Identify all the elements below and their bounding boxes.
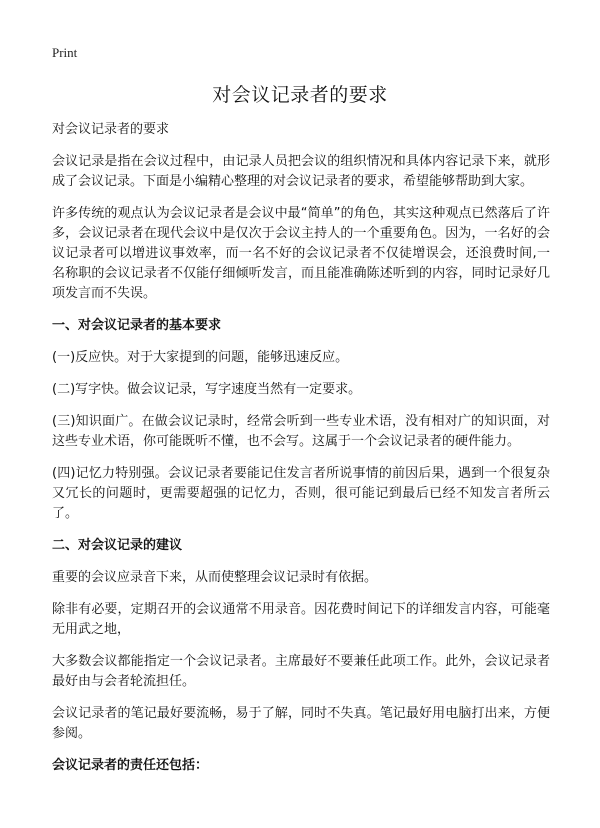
requirement-item: (三)知识面广。在做会议记录时，经常会听到一些专业术语，没有相对广的知识面，对这些专业术语，你可能既听不懂，也不会写。这属于一个会议记录者的硬件能力。 <box>52 414 550 449</box>
suggestion-item: 会议记录者的笔记最好要流畅，易于了解，同时不失真。笔记最好用电脑打出来，方便参阅。 <box>52 706 550 741</box>
document-body <box>52 120 550 788</box>
requirement-item: (二)写字快。做会议记录，写字速度当然有一定要求。 <box>52 382 362 397</box>
intro-paragraph: 许多传统的观点认为会议记录者是会议中最“简单”的角色，其实这种观点已然落后了许多，会议记录者在现代会议中是仅次于会议主持人的一个重要角色。因为，一名好的会议记录者可以增进议事效率，而一名不好的会议记录者不仅徒增误会，还浪费时间,一名称职的会议记录者不仅能仔细倾听发言，而且能准确陈述听到的内容，同时记录好几项发言而不失误。 <box>52 206 550 301</box>
intro-paragraph: 会议记录是指在会议过程中，由记录人员把会议的组织情况和具体内容记录下来，就形成了会议记录。下面是小编精心整理的对会议记录者的要求，希望能够帮助到大家。 <box>52 154 550 189</box>
section-heading-suggestions: 二、对会议记录的建议 <box>52 538 183 553</box>
document-title: 对会议记录者的要求 <box>212 84 388 106</box>
section-heading-responsibilities: 会议记录者的责任还包括： <box>52 758 209 773</box>
suggestion-item: 除非有必要，定期召开的会议通常不用录音。因花费时间记下的详细发言内容，可能毫无用武之地， <box>52 602 550 637</box>
document-subtitle: 对会议记录者的要求 <box>52 122 170 137</box>
suggestion-item: 大多数会议都能指定一个会议记录者。主席最好不要兼任此项工作。此外，会议记录者最好由与会者轮流担任。 <box>52 654 550 689</box>
requirement-item: (四)记忆力特别强。会议记录者要能记住发言者所说事情的前因后果，遇到一个很复杂又冗长的问题时，更需要超强的记忆力，否则，很可能记到最后已经不知发言者所云了。 <box>52 466 550 521</box>
print-link[interactable]: Print <box>52 45 78 60</box>
suggestion-item: 重要的会议应录音下来，从而使整理会议记录时有依据。 <box>52 570 378 585</box>
requirement-item: (一)反应快。对于大家提到的问题，能够迅速反应。 <box>52 350 349 365</box>
section-heading-basic-requirements: 一、对会议记录者的基本要求 <box>52 318 222 333</box>
